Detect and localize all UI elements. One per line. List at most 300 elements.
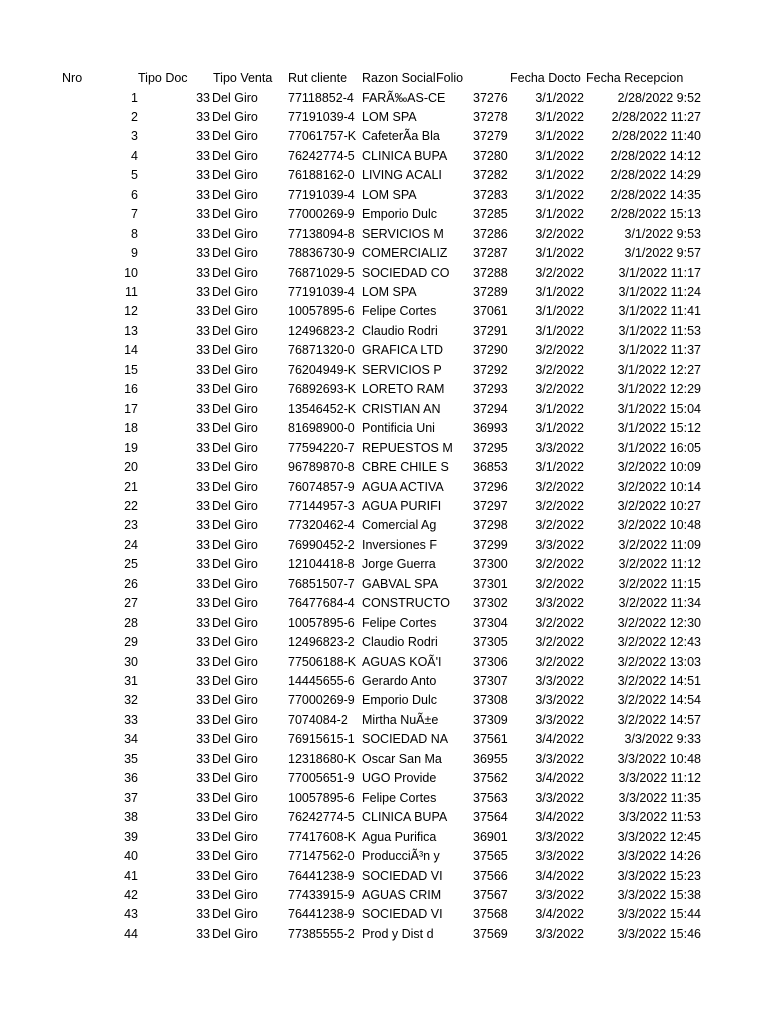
cell-tipo-doc: 33 xyxy=(196,654,210,669)
cell-tipo-doc: 33 xyxy=(196,576,210,591)
cell-fecha-docto: 3/3/2022 xyxy=(535,674,584,688)
cell-folio: 37278 xyxy=(473,109,508,124)
cell-tipo-doc: 33 xyxy=(196,829,210,844)
cell-nro: 21 xyxy=(124,479,138,494)
cell-tipo-venta: Del Giro xyxy=(212,246,258,261)
cell-folio: 36901 xyxy=(473,829,508,844)
cell-tipo-venta: Del Giro xyxy=(212,790,258,805)
cell-nro: 17 xyxy=(124,401,138,416)
header-folio: Folio xyxy=(436,71,464,85)
cell-tipo-venta: Del Giro xyxy=(212,129,258,144)
cell-fecha-docto: 3/1/2022 xyxy=(535,460,584,475)
table-row xyxy=(0,886,768,906)
cell-fecha-recepcion: 2/28/2022 11:27 xyxy=(611,109,701,124)
cell-razon-social: Felipe Cortes xyxy=(362,304,437,319)
cell-fecha-recepcion: 3/2/2022 11:09 xyxy=(618,537,701,552)
table-row xyxy=(0,672,768,692)
cell-nro: 44 xyxy=(124,926,138,941)
cell-tipo-doc: 33 xyxy=(196,557,210,572)
cell-folio: 37565 xyxy=(473,849,508,864)
cell-fecha-recepcion: 2/28/2022 11:40 xyxy=(611,129,701,144)
cell-tipo-venta: Del Giro xyxy=(212,187,258,202)
cell-tipo-venta: Del Giro xyxy=(212,615,258,630)
cell-tipo-doc: 33 xyxy=(196,148,210,163)
table-row xyxy=(0,341,768,361)
cell-folio: 37308 xyxy=(473,693,508,708)
cell-razon-social: Agua Purifica xyxy=(362,829,437,844)
cell-fecha-docto: 3/3/2022 xyxy=(535,751,584,766)
cell-folio: 37293 xyxy=(473,382,508,397)
cell-razon-social: LIVING ACALI xyxy=(362,168,442,183)
cell-fecha-docto: 3/2/2022 xyxy=(535,362,584,377)
cell-fecha-docto: 3/2/2022 xyxy=(535,265,584,280)
cell-folio: 37289 xyxy=(473,285,508,299)
cell-razon-social: Claudio Rodri xyxy=(362,635,438,650)
cell-rut-cliente: 76441238-9 xyxy=(288,907,355,922)
cell-tipo-venta: Del Giro xyxy=(212,829,258,844)
cell-folio: 37562 xyxy=(473,771,508,786)
cell-tipo-venta: Del Giro xyxy=(212,771,258,786)
cell-nro: 40 xyxy=(124,849,138,864)
cell-nro: 11 xyxy=(125,285,138,299)
cell-tipo-doc: 33 xyxy=(196,635,210,650)
cell-folio: 37280 xyxy=(473,148,508,163)
cell-tipo-doc: 33 xyxy=(196,187,210,202)
cell-fecha-recepcion: 2/28/2022 14:29 xyxy=(610,168,701,183)
cell-fecha-docto: 3/1/2022 xyxy=(535,246,584,261)
cell-fecha-docto: 3/1/2022 xyxy=(535,421,584,436)
cell-fecha-recepcion: 3/2/2022 11:34 xyxy=(618,596,701,611)
cell-fecha-recepcion: 3/2/2022 10:48 xyxy=(617,518,701,533)
cell-rut-cliente: 76477684-4 xyxy=(288,596,355,611)
cell-fecha-recepcion: 3/1/2022 11:17 xyxy=(618,265,701,280)
cell-folio: 37290 xyxy=(473,343,508,358)
cell-fecha-recepcion: 3/2/2022 13:03 xyxy=(617,654,701,669)
cell-fecha-recepcion: 3/1/2022 12:29 xyxy=(617,382,701,397)
cell-razon-social: CRISTIAN AN xyxy=(362,401,441,416)
cell-rut-cliente: 10057895-6 xyxy=(288,304,355,319)
cell-nro: 24 xyxy=(124,537,138,552)
cell-razon-social: CLINICA BUPA xyxy=(362,810,448,825)
cell-rut-cliente: 76242774-5 xyxy=(288,810,355,825)
table-row xyxy=(0,575,768,595)
cell-razon-social: GABVAL SPA xyxy=(362,576,439,591)
cell-rut-cliente: 77417608-K xyxy=(288,829,357,844)
cell-fecha-recepcion: 3/1/2022 9:53 xyxy=(624,226,701,241)
cell-rut-cliente: 76990452-2 xyxy=(288,537,355,552)
cell-tipo-venta: Del Giro xyxy=(212,674,258,688)
cell-nro: 27 xyxy=(124,596,138,611)
cell-fecha-docto: 3/3/2022 xyxy=(535,926,584,941)
cell-fecha-recepcion: 3/2/2022 10:27 xyxy=(617,498,701,513)
cell-razon-social: ProducciÃ³n y xyxy=(362,849,440,864)
cell-rut-cliente: 76871320-0 xyxy=(288,343,355,358)
cell-tipo-venta: Del Giro xyxy=(212,440,258,455)
cell-folio: 37561 xyxy=(473,732,508,747)
cell-tipo-venta: Del Giro xyxy=(212,90,258,105)
cell-fecha-docto: 3/2/2022 xyxy=(535,518,584,533)
cell-fecha-recepcion: 2/28/2022 14:12 xyxy=(610,148,701,163)
cell-razon-social: Gerardo Anto xyxy=(362,674,437,688)
cell-razon-social: GRAFICA LTD xyxy=(362,343,444,358)
cell-fecha-docto: 3/3/2022 xyxy=(535,712,584,727)
cell-razon-social: Emporio Dulc xyxy=(362,693,438,708)
cell-tipo-venta: Del Giro xyxy=(212,304,258,319)
cell-fecha-docto: 3/1/2022 xyxy=(535,285,584,299)
cell-tipo-doc: 33 xyxy=(196,479,210,494)
cell-razon-social: REPUESTOS M xyxy=(362,440,453,455)
cell-razon-social: SERVICIOS M xyxy=(362,226,444,241)
cell-tipo-doc: 33 xyxy=(196,226,210,241)
cell-nro: 18 xyxy=(124,421,138,436)
cell-nro: 3 xyxy=(131,129,138,144)
cell-tipo-venta: Del Giro xyxy=(212,635,258,650)
cell-tipo-doc: 33 xyxy=(196,674,210,688)
cell-nro: 31 xyxy=(124,674,138,688)
cell-razon-social: FARÃ‰AS-CE xyxy=(362,90,446,105)
cell-fecha-docto: 3/2/2022 xyxy=(535,226,584,241)
cell-razon-social: CBRE CHILE S xyxy=(362,460,449,475)
cell-tipo-venta: Del Giro xyxy=(212,401,258,416)
table-row xyxy=(0,691,768,711)
table-row xyxy=(0,711,768,731)
cell-folio: 37291 xyxy=(473,323,508,338)
cell-rut-cliente: 77506188-K xyxy=(288,654,357,669)
cell-fecha-docto: 3/3/2022 xyxy=(535,440,584,455)
cell-tipo-venta: Del Giro xyxy=(212,207,258,222)
cell-tipo-venta: Del Giro xyxy=(212,362,258,377)
cell-nro: 35 xyxy=(124,751,138,766)
cell-fecha-recepcion: 3/3/2022 9:33 xyxy=(624,732,701,747)
cell-nro: 6 xyxy=(131,187,138,202)
table-row xyxy=(0,166,768,186)
table-row xyxy=(0,186,768,206)
cell-tipo-doc: 33 xyxy=(196,207,210,222)
cell-rut-cliente: 76915615-1 xyxy=(288,732,355,747)
cell-nro: 2 xyxy=(131,109,138,124)
cell-rut-cliente: 77433915-9 xyxy=(288,887,355,902)
table-row xyxy=(0,400,768,420)
cell-fecha-recepcion: 3/1/2022 12:27 xyxy=(617,362,701,377)
cell-rut-cliente: 77000269-9 xyxy=(288,207,355,222)
cell-fecha-docto: 3/2/2022 xyxy=(535,343,584,358)
cell-fecha-docto: 3/4/2022 xyxy=(535,907,584,922)
cell-fecha-docto: 3/1/2022 xyxy=(535,148,584,163)
cell-razon-social: AGUA ACTIVA xyxy=(362,479,444,494)
cell-tipo-doc: 33 xyxy=(196,790,210,805)
header-nro: Nro xyxy=(62,71,83,85)
table-row xyxy=(0,225,768,245)
cell-folio: 37282 xyxy=(473,168,508,183)
cell-fecha-docto: 3/3/2022 xyxy=(535,829,584,844)
cell-nro: 38 xyxy=(124,810,138,825)
cell-razon-social: AGUAS CRIM xyxy=(362,887,442,902)
cell-nro: 33 xyxy=(124,712,138,727)
cell-rut-cliente: 77191039-4 xyxy=(288,285,355,299)
cell-tipo-doc: 33 xyxy=(196,849,210,864)
cell-nro: 12 xyxy=(124,304,138,319)
cell-tipo-doc: 33 xyxy=(196,771,210,786)
cell-tipo-venta: Del Giro xyxy=(212,421,258,436)
cell-folio: 37306 xyxy=(473,654,508,669)
cell-fecha-docto: 3/1/2022 xyxy=(535,109,584,124)
table-row xyxy=(0,614,768,634)
cell-nro: 43 xyxy=(124,907,138,922)
table-row xyxy=(0,730,768,750)
cell-fecha-recepcion: 3/3/2022 12:45 xyxy=(617,829,701,844)
cell-nro: 42 xyxy=(124,887,138,902)
cell-tipo-doc: 33 xyxy=(196,323,210,338)
cell-rut-cliente: 77144957-3 xyxy=(288,498,355,513)
cell-tipo-venta: Del Giro xyxy=(212,479,258,494)
cell-folio: 37298 xyxy=(473,518,508,533)
cell-fecha-docto: 3/1/2022 xyxy=(535,401,584,416)
cell-fecha-docto: 3/2/2022 xyxy=(535,557,584,572)
cell-fecha-recepcion: 3/1/2022 11:24 xyxy=(618,285,701,299)
cell-tipo-venta: Del Giro xyxy=(212,460,258,475)
cell-nro: 16 xyxy=(124,382,138,397)
cell-fecha-recepcion: 3/2/2022 11:15 xyxy=(618,576,701,591)
cell-folio: 37286 xyxy=(473,226,508,241)
cell-tipo-doc: 33 xyxy=(196,926,210,941)
cell-tipo-doc: 33 xyxy=(196,421,210,436)
cell-fecha-recepcion: 3/1/2022 9:57 xyxy=(624,246,701,261)
cell-fecha-recepcion: 3/3/2022 11:12 xyxy=(618,771,701,786)
cell-tipo-doc: 33 xyxy=(196,615,210,630)
header-fecha-recepcion: Fecha Recepcion xyxy=(586,71,684,85)
cell-tipo-venta: Del Giro xyxy=(212,109,258,124)
cell-nro: 19 xyxy=(124,440,138,455)
cell-folio: 37300 xyxy=(473,557,508,572)
cell-tipo-venta: Del Giro xyxy=(212,323,258,338)
cell-tipo-doc: 33 xyxy=(196,693,210,708)
table-row xyxy=(0,867,768,887)
cell-rut-cliente: 12318680-K xyxy=(288,751,357,766)
cell-tipo-venta: Del Giro xyxy=(212,654,258,669)
cell-razon-social: Comercial Ag xyxy=(362,518,437,533)
cell-folio: 37567 xyxy=(473,887,508,902)
table-row xyxy=(0,905,768,925)
table-row xyxy=(0,653,768,673)
cell-rut-cliente: 12104418-8 xyxy=(288,557,355,572)
cell-rut-cliente: 76871029-5 xyxy=(288,265,355,280)
cell-folio: 37568 xyxy=(473,907,508,922)
cell-nro: 26 xyxy=(124,576,138,591)
cell-tipo-venta: Del Giro xyxy=(212,576,258,591)
cell-rut-cliente: 77138094-8 xyxy=(288,226,355,241)
cell-tipo-venta: Del Giro xyxy=(212,693,258,708)
cell-rut-cliente: 14445655-6 xyxy=(288,674,355,688)
cell-razon-social: SOCIEDAD VI xyxy=(362,907,443,922)
cell-rut-cliente: 96789870-8 xyxy=(288,460,355,475)
cell-fecha-docto: 3/2/2022 xyxy=(535,576,584,591)
cell-fecha-recepcion: 3/1/2022 11:37 xyxy=(618,343,701,358)
cell-razon-social: CafeterÃa Bla xyxy=(362,129,440,144)
cell-nro: 37 xyxy=(124,790,138,805)
cell-razon-social: UGO Provide xyxy=(362,771,437,786)
table-row xyxy=(0,127,768,147)
table-row xyxy=(0,380,768,400)
cell-tipo-venta: Del Giro xyxy=(212,285,258,299)
table-row xyxy=(0,283,768,303)
cell-tipo-doc: 33 xyxy=(196,129,210,144)
cell-folio: 37285 xyxy=(473,207,508,222)
cell-fecha-recepcion: 3/2/2022 14:57 xyxy=(617,712,701,727)
header-fecha-docto: Fecha Docto xyxy=(510,71,581,85)
cell-folio: 37297 xyxy=(473,498,508,513)
header-row xyxy=(0,69,768,89)
table-row xyxy=(0,516,768,536)
table-row xyxy=(0,264,768,284)
cell-folio: 37276 xyxy=(473,90,508,105)
cell-fecha-docto: 3/3/2022 xyxy=(535,887,584,902)
cell-razon-social: Mirtha NuÃ±e xyxy=(362,712,439,727)
table-row xyxy=(0,361,768,381)
cell-folio: 37305 xyxy=(473,635,508,650)
cell-fecha-recepcion: 3/3/2022 15:44 xyxy=(617,907,701,922)
cell-rut-cliente: 76188162-0 xyxy=(288,168,355,183)
table-row xyxy=(0,594,768,614)
table-row xyxy=(0,497,768,517)
cell-tipo-venta: Del Giro xyxy=(212,537,258,552)
cell-rut-cliente: 77385555-2 xyxy=(288,926,355,941)
cell-fecha-docto: 3/3/2022 xyxy=(535,596,584,611)
cell-tipo-doc: 33 xyxy=(196,907,210,922)
cell-razon-social: Oscar San Ma xyxy=(362,751,442,766)
cell-nro: 1 xyxy=(131,90,138,105)
cell-folio: 37301 xyxy=(473,576,508,591)
table-row xyxy=(0,322,768,342)
cell-folio: 37564 xyxy=(473,810,508,825)
cell-tipo-doc: 33 xyxy=(196,362,210,377)
cell-rut-cliente: 81698900-0 xyxy=(288,421,355,436)
cell-fecha-recepcion: 2/28/2022 14:35 xyxy=(610,187,701,202)
table-row xyxy=(0,847,768,867)
cell-rut-cliente: 76441238-9 xyxy=(288,868,355,883)
cell-tipo-venta: Del Giro xyxy=(212,265,258,280)
cell-rut-cliente: 77000269-9 xyxy=(288,693,355,708)
cell-razon-social: Felipe Cortes xyxy=(362,615,437,630)
cell-fecha-docto: 3/2/2022 xyxy=(535,615,584,630)
cell-fecha-docto: 3/1/2022 xyxy=(535,187,584,202)
cell-fecha-docto: 3/2/2022 xyxy=(535,654,584,669)
cell-rut-cliente: 13546452-K xyxy=(288,401,357,416)
cell-razon-social: AGUAS KOÃ'I xyxy=(362,654,442,669)
cell-fecha-docto: 3/4/2022 xyxy=(535,732,584,747)
cell-tipo-doc: 33 xyxy=(196,168,210,183)
cell-fecha-recepcion: 3/3/2022 15:46 xyxy=(617,926,701,941)
cell-rut-cliente: 10057895-6 xyxy=(288,615,355,630)
cell-rut-cliente: 76851507-7 xyxy=(288,576,355,591)
cell-tipo-doc: 33 xyxy=(196,751,210,766)
table-row xyxy=(0,458,768,478)
cell-razon-social: SOCIEDAD VI xyxy=(362,868,443,883)
cell-tipo-venta: Del Giro xyxy=(212,887,258,902)
cell-fecha-docto: 3/4/2022 xyxy=(535,868,584,883)
cell-fecha-recepcion: 3/1/2022 15:12 xyxy=(617,421,701,436)
cell-fecha-recepcion: 3/2/2022 11:12 xyxy=(618,557,701,572)
cell-tipo-doc: 33 xyxy=(196,518,210,533)
cell-tipo-venta: Del Giro xyxy=(212,148,258,163)
cell-fecha-recepcion: 3/2/2022 12:43 xyxy=(617,635,701,650)
cell-folio: 37288 xyxy=(473,265,508,280)
cell-fecha-recepcion: 3/2/2022 10:09 xyxy=(617,460,701,475)
cell-fecha-recepcion: 3/3/2022 14:26 xyxy=(617,849,701,864)
cell-fecha-recepcion: 3/2/2022 14:54 xyxy=(617,693,701,708)
cell-folio: 37287 xyxy=(473,246,508,261)
cell-nro: 23 xyxy=(124,518,138,533)
cell-folio: 37296 xyxy=(473,479,508,494)
cell-razon-social: AGUA PURIFI xyxy=(362,498,442,513)
cell-tipo-venta: Del Giro xyxy=(212,712,258,727)
cell-fecha-docto: 3/1/2022 xyxy=(535,304,584,319)
cell-tipo-venta: Del Giro xyxy=(212,810,258,825)
cell-folio: 37566 xyxy=(473,868,508,883)
cell-tipo-doc: 33 xyxy=(196,401,210,416)
cell-fecha-docto: 3/1/2022 xyxy=(535,90,584,105)
table-row xyxy=(0,244,768,264)
cell-tipo-doc: 33 xyxy=(196,304,210,319)
cell-rut-cliente: 76204949-K xyxy=(288,362,357,377)
cell-razon-social: Inversiones F xyxy=(362,537,438,552)
table-row xyxy=(0,633,768,653)
cell-nro: 5 xyxy=(131,168,138,183)
cell-fecha-docto: 3/2/2022 xyxy=(535,479,584,494)
cell-fecha-docto: 3/1/2022 xyxy=(535,168,584,183)
cell-nro: 34 xyxy=(124,732,138,747)
cell-tipo-doc: 33 xyxy=(196,440,210,455)
cell-rut-cliente: 7074084-2 xyxy=(288,712,348,727)
cell-fecha-recepcion: 3/1/2022 16:05 xyxy=(617,440,701,455)
cell-rut-cliente: 77118852-4 xyxy=(288,90,354,105)
cell-razon-social: SERVICIOS P xyxy=(362,362,442,377)
cell-rut-cliente: 77191039-4 xyxy=(288,109,355,124)
header-tipo-venta: Tipo Venta xyxy=(213,71,273,85)
cell-fecha-recepcion: 3/2/2022 14:51 xyxy=(617,674,701,688)
cell-nro: 25 xyxy=(124,557,138,572)
cell-tipo-venta: Del Giro xyxy=(212,868,258,883)
cell-nro: 22 xyxy=(124,498,138,513)
cell-tipo-doc: 33 xyxy=(196,265,210,280)
cell-tipo-doc: 33 xyxy=(196,382,210,397)
cell-razon-social: LOM SPA xyxy=(362,187,417,202)
cell-folio: 37309 xyxy=(473,712,508,727)
cell-fecha-docto: 3/3/2022 xyxy=(535,790,584,805)
cell-nro: 15 xyxy=(124,362,138,377)
cell-nro: 32 xyxy=(124,693,138,708)
table-row xyxy=(0,789,768,809)
cell-tipo-venta: Del Giro xyxy=(212,168,258,183)
cell-rut-cliente: 77320462-4 xyxy=(288,518,355,533)
cell-folio: 37307 xyxy=(473,674,508,688)
cell-razon-social: COMERCIALIZ xyxy=(362,246,448,261)
cell-razon-social: SOCIEDAD NA xyxy=(362,732,449,747)
cell-nro: 9 xyxy=(131,246,138,261)
cell-rut-cliente: 76074857-9 xyxy=(288,479,355,494)
table-row xyxy=(0,419,768,439)
cell-fecha-recepcion: 3/3/2022 15:23 xyxy=(617,868,701,883)
cell-razon-social: LOM SPA xyxy=(362,109,417,124)
cell-rut-cliente: 12496823-2 xyxy=(288,323,355,338)
table-row xyxy=(0,750,768,770)
cell-fecha-recepcion: 3/1/2022 15:04 xyxy=(617,401,701,416)
cell-tipo-doc: 33 xyxy=(196,887,210,902)
cell-folio: 37292 xyxy=(473,362,508,377)
cell-fecha-docto: 3/3/2022 xyxy=(535,693,584,708)
cell-folio: 36993 xyxy=(473,421,508,436)
cell-rut-cliente: 77061757-K xyxy=(288,129,357,144)
cell-tipo-doc: 33 xyxy=(196,537,210,552)
